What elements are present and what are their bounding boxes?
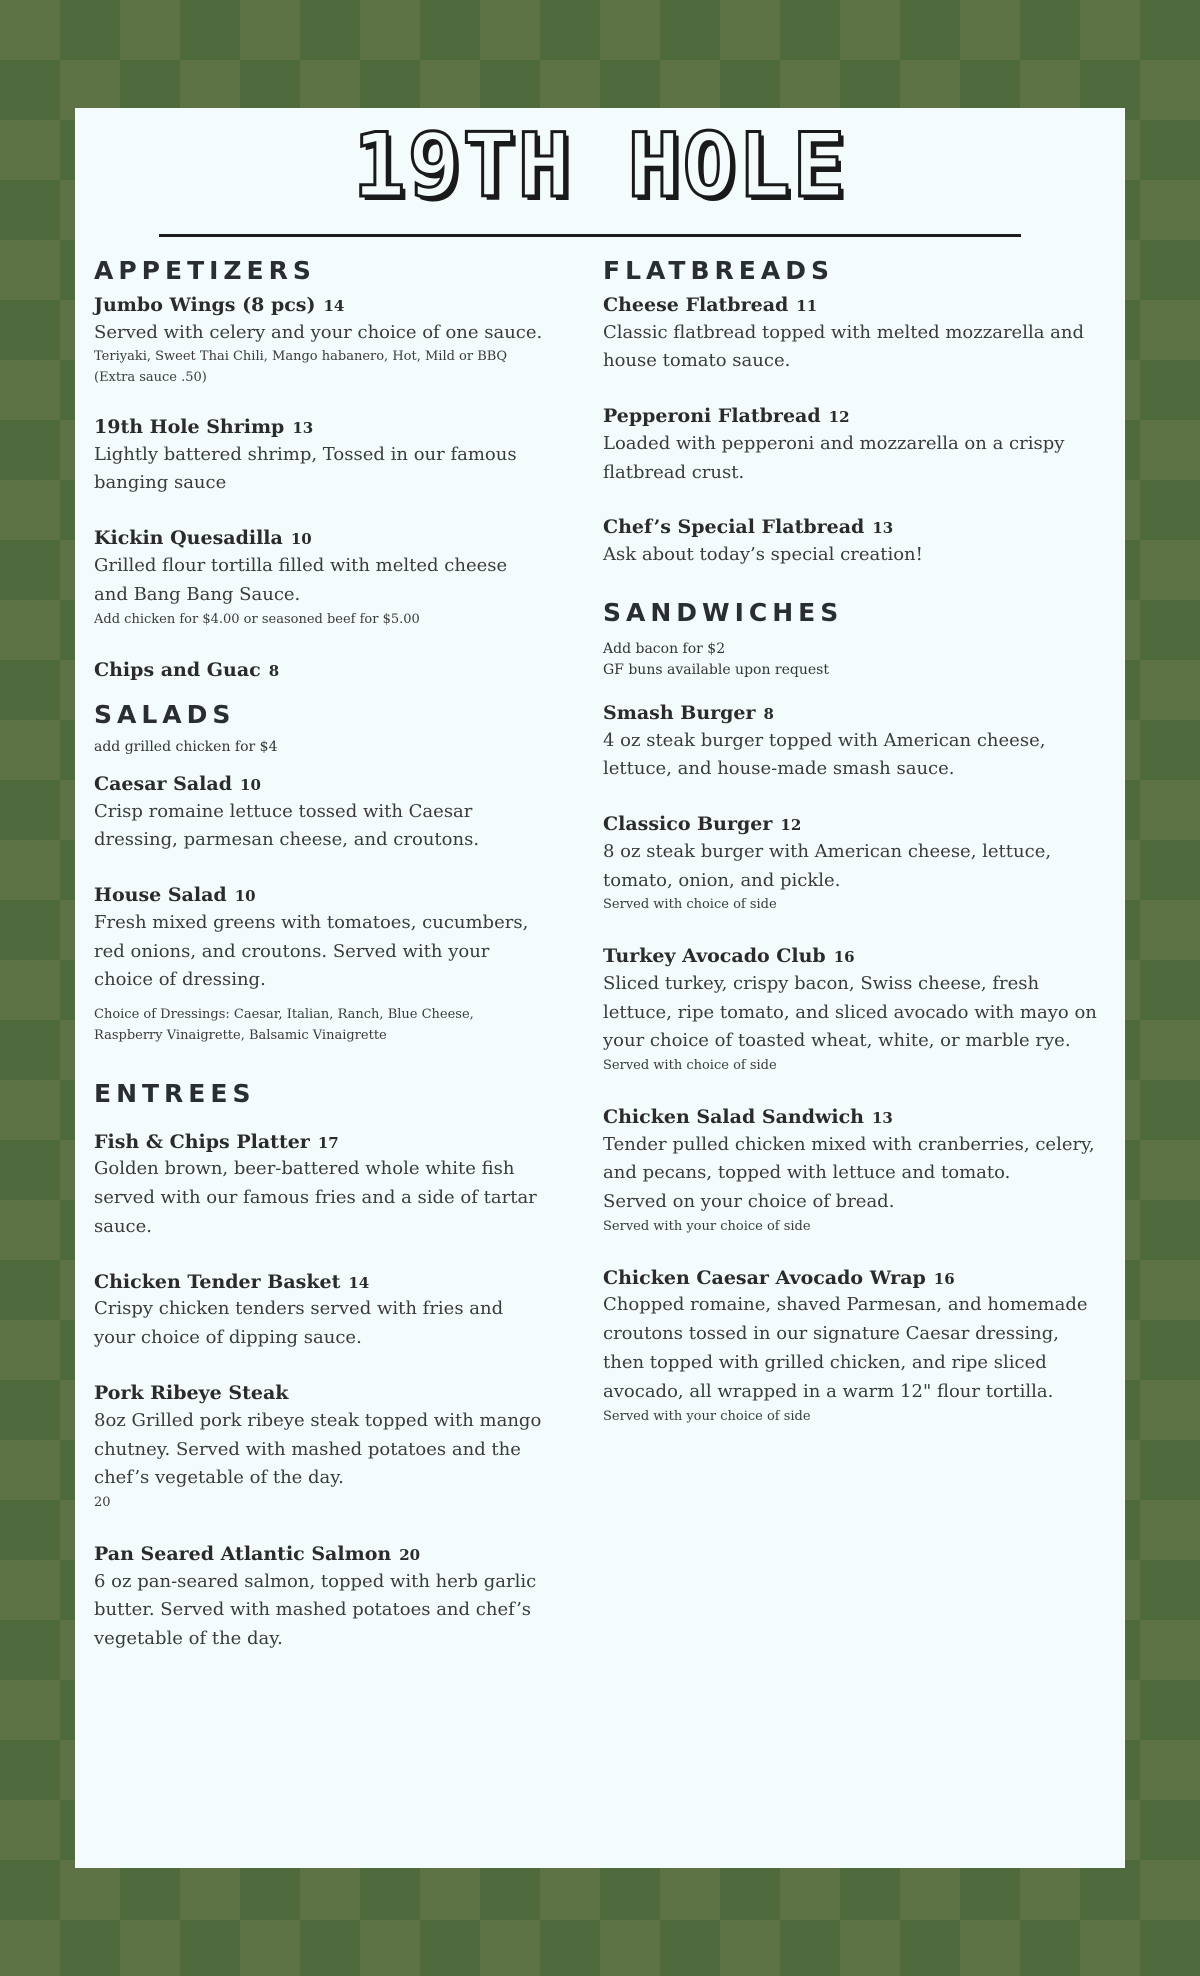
menu-item: [603, 812, 1103, 916]
item-note: Served with choice of side: [603, 897, 777, 913]
item-note: Served with your choice of side: [603, 1408, 811, 1424]
menu-item: [94, 526, 544, 630]
item-name: Turkey Avocado Club: [603, 945, 826, 968]
item-description: Golden brown, beer-battered whole white fish served with our famous fries and a side of tartar sauce.: [94, 1158, 537, 1238]
right-column: [603, 256, 1103, 1455]
item-description: Tender pulled chicken mixed with cranberries, celery, and pecans, topped with lettuce and tomato.: [603, 1133, 1095, 1184]
item-note: Served with choice of side: [603, 1058, 777, 1074]
item-description: Loaded with pepperoni and mozzarella on a crispy flatbread crust.: [603, 432, 1065, 483]
item-name: Pan Seared Atlantic Salmon: [94, 1542, 392, 1565]
item-price: 20: [399, 1545, 421, 1564]
item-description: 8oz Grilled pork ribeye steak topped with mango chutney. Served with mashed potatoes and the chef’s vegetable of the day.: [94, 1409, 542, 1489]
menu-title: 19TH HOLE: [352, 114, 848, 217]
item-name: Chicken Tender Basket: [94, 1270, 341, 1293]
menu-item: [94, 772, 544, 855]
item-note: Choice of Dressings: Caesar, Italian, Ranch, Blue Cheese, Raspberry Vinaigrette, Balsamic Vinaigrette: [94, 1007, 474, 1043]
section-note: Add bacon for $2: [603, 640, 726, 657]
item-price: 17: [317, 1133, 339, 1152]
item-name: Kickin Quesadilla: [94, 527, 283, 550]
item-description: Grilled flour tortilla filled with melted cheese and Bang Bang Sauce.: [94, 554, 508, 605]
item-description: 8 oz steak burger with American cheese, lettuce, tomato, onion, and pickle.: [603, 840, 1052, 891]
item-description: Sliced turkey, crispy bacon, Swiss cheese, fresh lettuce, ripe tomato, and sliced avocado with mayo on your choice of toasted wheat, white, or marble rye.: [603, 972, 1097, 1052]
item-name: Chef’s Special Flatbread: [603, 516, 865, 539]
item-price: 13: [872, 519, 894, 538]
item-name: Caesar Salad: [94, 772, 233, 795]
menu-item: [603, 404, 1103, 487]
item-price: 11: [796, 297, 818, 315]
menu-item: [603, 944, 1103, 1077]
item-description: Ask about today’s special creation!: [603, 544, 923, 566]
title-divider: [159, 234, 1021, 237]
menu-item: [94, 1381, 544, 1514]
item-price: 8: [763, 704, 774, 723]
item-description: Crispy chicken tenders served with fries and your choice of dipping sauce.: [94, 1298, 504, 1349]
item-price: 20: [94, 1495, 111, 1511]
item-description: Served with celery and your choice of one sauce.: [94, 321, 543, 343]
item-note: Teriyaki, Sweet Thai Chili, Mango habanero, Hot, Mild or BBQ (Extra sauce .50): [94, 349, 507, 386]
item-name: Fish & Chips Platter: [94, 1130, 310, 1153]
menu-card: [75, 108, 1125, 1868]
item-name: Chicken Salad Sandwich: [603, 1106, 864, 1128]
menu-item: [603, 1266, 1103, 1428]
item-note: Add chicken for $4.00 or seasoned beef for $5.00: [94, 611, 420, 627]
menu-item: [94, 1270, 544, 1353]
item-description: Classic flatbread topped with melted mozzarella and house tomato sauce.: [603, 321, 1085, 372]
item-price: 13: [871, 1109, 893, 1127]
item-price: 12: [828, 408, 850, 427]
menu-item: [603, 293, 1103, 376]
item-price: 16: [833, 948, 855, 967]
menu-item: [94, 1130, 544, 1242]
menu-item: [94, 415, 544, 498]
item-name: 19th Hole Shrimp: [94, 416, 285, 439]
item-description: Lightly battered shrimp, Tossed in our famous banging sauce: [94, 443, 517, 494]
section-title-sandwiches: SANDWICHES: [603, 597, 844, 627]
section-note: GF buns available upon request: [603, 661, 829, 678]
item-description: 6 oz pan-seared salmon, topped with herb garlic butter. Served with mashed potatoes and chef’s vegetable of the day.: [94, 1570, 537, 1650]
item-price: 8: [268, 662, 280, 681]
item-price: 16: [933, 1269, 955, 1288]
item-description: Fresh mixed greens with tomatoes, cucumbers, red onions, and croutons. Served with your choice of dressing.: [94, 911, 529, 991]
menu-item: [94, 293, 544, 389]
item-description: Chopped romaine, shaved Parmesan, and homemade croutons tossed in our signature Caesar dressing, then topped with grilled chicken, and ripe sliced avocado, all wrapped in a warm 12" flour tortilla.: [603, 1294, 1088, 1402]
menu-item: [603, 515, 1103, 569]
menu-item: [94, 1542, 544, 1654]
item-price: 14: [323, 297, 345, 315]
item-price: 13: [292, 419, 314, 438]
item-price: 14: [348, 1273, 370, 1292]
item-description: 4 oz steak burger topped with American cheese, lettuce, and house-made smash sauce.: [603, 729, 1046, 780]
item-price: 12: [780, 816, 802, 835]
item-name: Pork Ribeye Steak: [94, 1382, 289, 1405]
section-title-entrees: ENTREES: [94, 1078, 256, 1108]
section-title-appetizers: APPETIZERS: [94, 256, 316, 285]
item-description: Crisp romaine lettuce tossed with Caesar dressing, parmesan cheese, and croutons.: [94, 800, 480, 851]
item-name: Chicken Caesar Avocado Wrap: [603, 1266, 926, 1289]
section-title-flatbreads: FLATBREADS: [603, 256, 834, 285]
item-price: 10: [240, 775, 261, 794]
item-name: Pepperoni Flatbread: [603, 405, 821, 428]
item-description: Served on your choice of bread.: [603, 1191, 895, 1213]
menu-item: [603, 701, 1103, 784]
menu-item: [94, 658, 544, 684]
item-note: Served with your choice of side: [603, 1219, 811, 1235]
item-name: Classico Burger: [603, 813, 773, 836]
item-name: Jumbo Wings (8 pcs): [94, 294, 316, 316]
item-price: 10: [290, 530, 312, 549]
item-name: Chips and Guac: [94, 659, 261, 682]
item-price: 10: [234, 887, 256, 906]
section-title-salads: SALADS: [94, 699, 236, 729]
item-name: Cheese Flatbread: [603, 294, 789, 316]
menu-item: [603, 1105, 1103, 1238]
item-name: Smash Burger: [603, 701, 756, 724]
left-column: [94, 256, 544, 1682]
menu-item: [94, 883, 544, 1047]
item-name: House Salad: [94, 884, 227, 907]
section-note: add grilled chicken for $4: [94, 738, 278, 755]
